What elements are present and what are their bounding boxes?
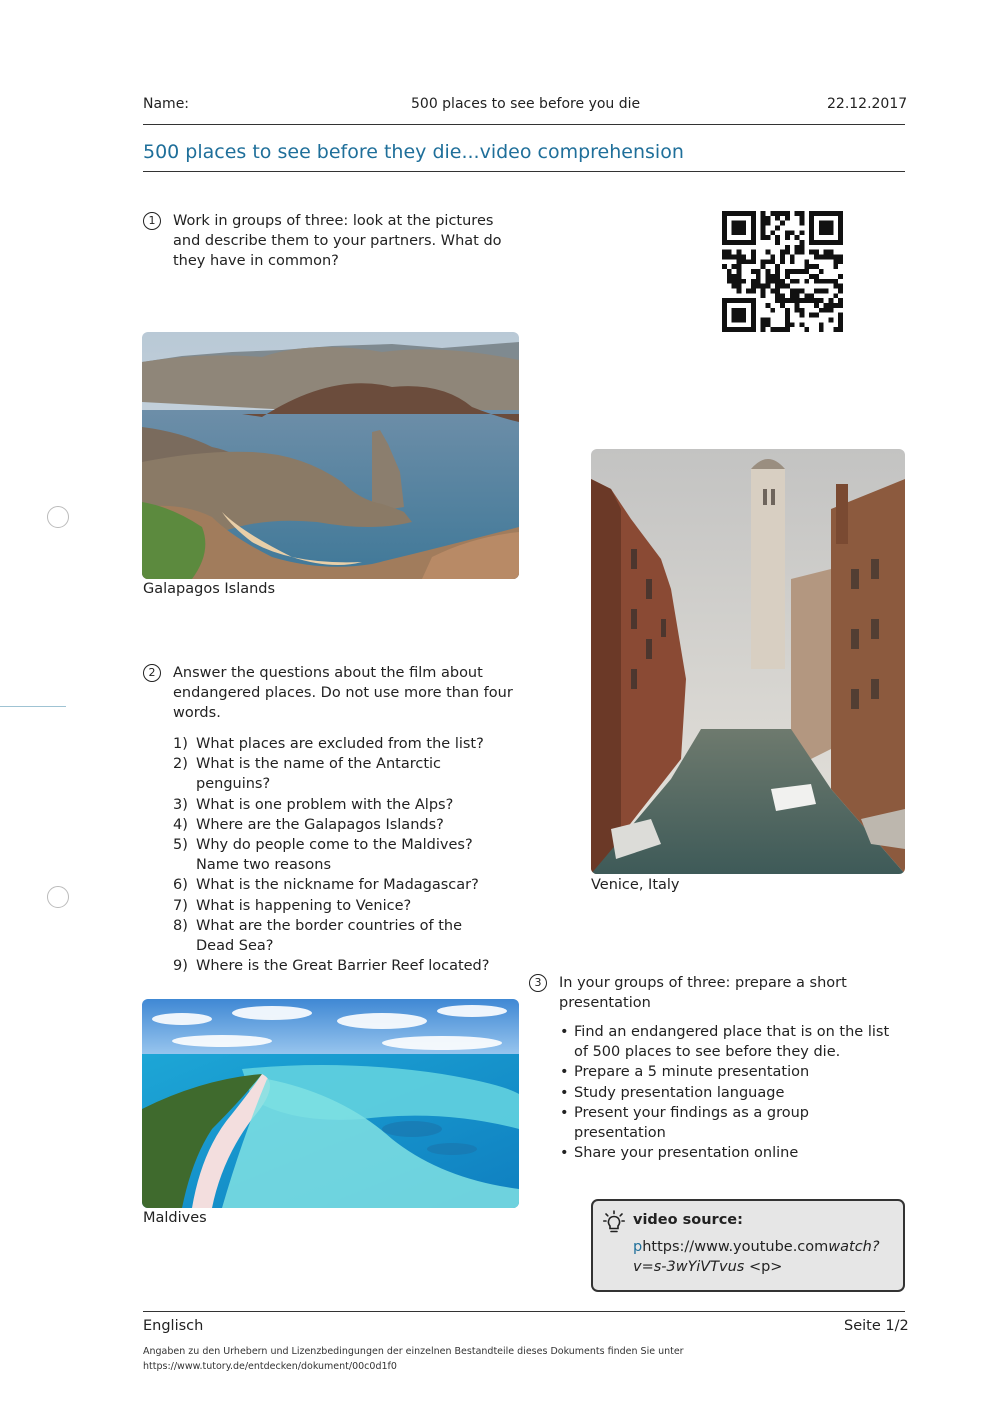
question-number: 6) <box>173 877 188 894</box>
task-number-2: 2 <box>143 664 161 682</box>
venice-image <box>591 449 905 874</box>
list-item <box>173 754 518 794</box>
footer-page: Seite 1/2 <box>844 1318 909 1334</box>
list-item <box>173 734 518 754</box>
task-1-text: Work in groups of three: look at the pictures and describe them to your partners. What do they have in common? <box>173 213 502 269</box>
list-item <box>173 956 518 976</box>
url-plain: https://www.youtube.com <box>642 1239 829 1255</box>
header-rule <box>143 124 905 125</box>
license-line: Angaben zu den Urhebern und Lizenzbedingungen der einzelnen Bestandteile dieses Dokuments finden Sie unter <box>143 1346 684 1357</box>
url-prefix: p <box>633 1239 643 1255</box>
footer-rule <box>143 1311 905 1312</box>
question-text: Where is the Great Barrier Reef located? <box>196 958 490 975</box>
galapagos-caption: Galapagos Islands <box>143 581 276 597</box>
fold-mark <box>0 706 66 707</box>
list-item <box>173 916 518 956</box>
list-item: • Present your findings as a group presentation <box>559 1103 904 1143</box>
url-path: watch? <box>828 1239 880 1255</box>
task-2-text: Answer the questions about the film about endangered places. Do not use more than four words. <box>173 665 513 721</box>
license-link[interactable]: https://www.tutory.de/entdecken/dokument/00c0d1f0 <box>143 1361 397 1372</box>
maldives-caption: Maldives <box>143 1210 207 1226</box>
task-number-3: 3 <box>529 974 547 992</box>
punch-hole-bottom <box>47 886 69 908</box>
list-item <box>173 875 518 895</box>
venice-caption: Venice, Italy <box>591 877 680 893</box>
list-item <box>173 795 518 815</box>
list-item: • Prepare a 5 minute presentation <box>559 1062 904 1082</box>
question-list <box>173 734 518 976</box>
question-number: 2) <box>173 756 188 773</box>
name-label: Name: <box>143 96 190 112</box>
footer-subject: Englisch <box>143 1318 204 1334</box>
video-source-box <box>591 1199 905 1292</box>
question-text: What is the name of the Antarctic penguins? <box>196 756 442 793</box>
question-number: 3) <box>173 796 188 813</box>
page-title: 500 places to see before they die...video comprehension <box>143 141 684 163</box>
lightbulb-icon <box>603 1210 625 1234</box>
video-source-label: video source: <box>633 1212 743 1228</box>
url-query: v=s-3wYiVTvus <box>633 1259 745 1275</box>
maldives-image <box>142 999 519 1208</box>
list-item: • Share your presentation online <box>559 1143 904 1163</box>
question-number: 7) <box>173 897 188 914</box>
qr-code-icon <box>722 211 843 332</box>
question-text: What is the nickname for Madagascar? <box>196 877 479 894</box>
task-number-1: 1 <box>143 212 161 230</box>
question-text: What are the border countries of the Dead Sea? <box>196 917 463 955</box>
question-number: 5) <box>173 837 188 854</box>
punch-hole-top <box>47 506 69 528</box>
header-date: 22.12.2017 <box>827 96 908 112</box>
header-title: 500 places to see before you die <box>411 96 641 112</box>
question-number: 1) <box>173 736 188 752</box>
question-number: 8) <box>173 917 188 934</box>
url-suffix: <p> <box>744 1259 783 1275</box>
presentation-steps <box>559 1022 904 1163</box>
list-item: • Study presentation language <box>559 1083 904 1103</box>
list-item <box>173 896 518 916</box>
question-text: Why do people come to the Maldives? Name two reasons <box>196 837 473 874</box>
question-text: Where are the Galapagos Islands? <box>196 816 444 833</box>
list-item <box>173 835 518 875</box>
question-text: What places are excluded from the list? <box>196 736 484 752</box>
question-number: 9) <box>173 958 188 975</box>
title-rule <box>143 171 905 172</box>
galapagos-image <box>142 332 519 579</box>
list-item: • Find an endangered place that is on the list of 500 places to see before they die. <box>559 1022 904 1062</box>
question-number: 4) <box>173 816 188 833</box>
question-text: What is one problem with the Alps? <box>196 796 454 813</box>
license-notice <box>143 1344 903 1374</box>
task-3-text: In your groups of three: prepare a short presentation <box>559 975 847 1011</box>
list-item <box>173 815 518 835</box>
video-source-url[interactable] <box>633 1237 893 1277</box>
question-text: What is happening to Venice? <box>196 897 412 914</box>
